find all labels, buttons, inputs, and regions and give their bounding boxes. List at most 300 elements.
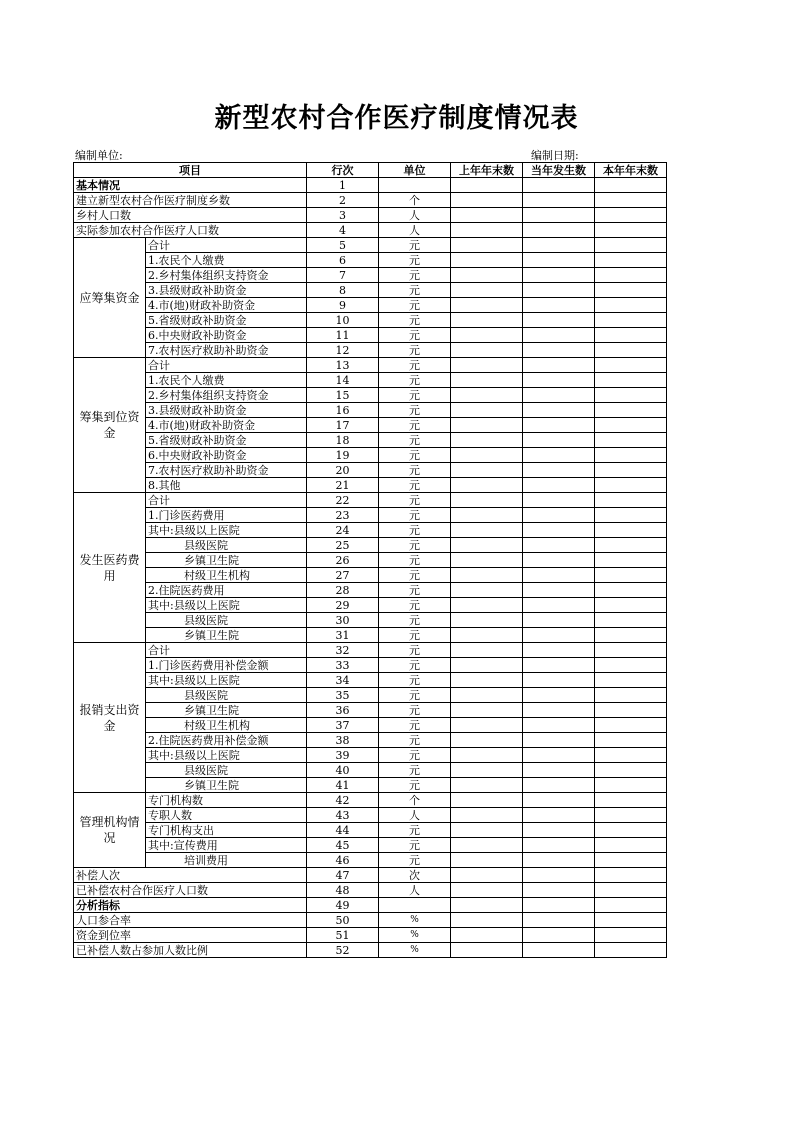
row-number: 10: [307, 313, 379, 328]
row-number: 15: [307, 388, 379, 403]
row-label: 3.县级财政补助资金: [146, 283, 307, 298]
prev-year-end-cell[interactable]: [451, 493, 523, 508]
row-unit: 元: [379, 313, 451, 328]
current-year-cell[interactable]: [523, 793, 595, 808]
current-year-cell[interactable]: [523, 748, 595, 763]
row-label: 已补偿人数占参加人数比例: [74, 943, 307, 958]
this-year-end-cell[interactable]: [595, 883, 667, 898]
this-year-end-cell[interactable]: [595, 523, 667, 538]
this-year-end-cell[interactable]: [595, 433, 667, 448]
this-year-end-cell[interactable]: [595, 808, 667, 823]
this-year-end-cell[interactable]: [595, 343, 667, 358]
prev-year-end-cell[interactable]: [451, 283, 523, 298]
row-unit: 人: [379, 883, 451, 898]
prev-year-end-cell[interactable]: [451, 433, 523, 448]
row-number: 39: [307, 748, 379, 763]
this-year-end-cell[interactable]: [595, 763, 667, 778]
current-year-cell[interactable]: [523, 583, 595, 598]
row-number: 17: [307, 418, 379, 433]
table-row: [74, 493, 667, 508]
header-row-number: 行次: [307, 163, 379, 178]
header-prev-year-end: 上年年末数: [451, 163, 523, 178]
row-number: 14: [307, 373, 379, 388]
current-year-cell[interactable]: [523, 358, 595, 373]
prev-year-end-cell[interactable]: [451, 883, 523, 898]
this-year-end-cell[interactable]: [595, 373, 667, 388]
current-year-cell[interactable]: [523, 763, 595, 778]
current-year-cell[interactable]: [523, 223, 595, 238]
table-row: [74, 208, 667, 223]
prev-year-end-cell[interactable]: [451, 358, 523, 373]
row-number: 25: [307, 538, 379, 553]
current-year-cell[interactable]: [523, 523, 595, 538]
current-year-cell[interactable]: [523, 193, 595, 208]
this-year-end-cell[interactable]: [595, 553, 667, 568]
row-unit: 元: [379, 553, 451, 568]
group-label: 管理机构情况: [74, 793, 146, 868]
current-year-cell[interactable]: [523, 448, 595, 463]
row-number: 38: [307, 733, 379, 748]
current-year-cell[interactable]: [523, 868, 595, 883]
this-year-end-cell[interactable]: [595, 208, 667, 223]
prev-year-end-cell[interactable]: [451, 298, 523, 313]
this-year-end-cell[interactable]: [595, 508, 667, 523]
row-number: 42: [307, 793, 379, 808]
table-row: [74, 763, 667, 778]
prev-year-end-cell[interactable]: [451, 628, 523, 643]
table-row: [74, 268, 667, 283]
current-year-cell[interactable]: [523, 508, 595, 523]
current-year-cell[interactable]: [523, 388, 595, 403]
this-year-end-cell[interactable]: [595, 673, 667, 688]
current-year-cell[interactable]: [523, 658, 595, 673]
row-unit: 元: [379, 448, 451, 463]
prev-year-end-cell[interactable]: [451, 913, 523, 928]
row-unit: 元: [379, 283, 451, 298]
this-year-end-cell[interactable]: [595, 463, 667, 478]
this-year-end-cell[interactable]: [595, 658, 667, 673]
row-unit: 个: [379, 193, 451, 208]
row-number: 36: [307, 703, 379, 718]
this-year-end-cell[interactable]: [595, 943, 667, 958]
table-row: [74, 883, 667, 898]
this-year-end-cell[interactable]: [595, 853, 667, 868]
row-number: 21: [307, 478, 379, 493]
row-number: 28: [307, 583, 379, 598]
prev-year-end-cell[interactable]: [451, 748, 523, 763]
table-row: [74, 478, 667, 493]
prev-year-end-cell[interactable]: [451, 343, 523, 358]
row-unit: 元: [379, 463, 451, 478]
prev-year-end-cell[interactable]: [451, 868, 523, 883]
row-label: 1.农民个人缴费: [146, 373, 307, 388]
row-unit: 元: [379, 478, 451, 493]
this-year-end-cell[interactable]: [595, 688, 667, 703]
row-label: 其中:县级以上医院: [146, 748, 307, 763]
this-year-end-cell[interactable]: [595, 613, 667, 628]
current-year-cell[interactable]: [523, 883, 595, 898]
row-label: 2.住院医药费用: [146, 583, 307, 598]
table-row: [74, 628, 667, 643]
prev-year-end-cell[interactable]: [451, 388, 523, 403]
row-unit: 元: [379, 583, 451, 598]
row-label: 5.省级财政补助资金: [146, 313, 307, 328]
prev-year-end-cell[interactable]: [451, 763, 523, 778]
current-year-cell[interactable]: [523, 553, 595, 568]
this-year-end-cell[interactable]: [595, 448, 667, 463]
prev-year-end-cell[interactable]: [451, 703, 523, 718]
row-unit: 人: [379, 223, 451, 238]
table-row: [74, 808, 667, 823]
table-row: [74, 898, 667, 913]
prev-year-end-cell[interactable]: [451, 208, 523, 223]
table-row: [74, 253, 667, 268]
this-year-end-cell[interactable]: [595, 898, 667, 913]
current-year-cell[interactable]: [523, 613, 595, 628]
prev-year-end-cell[interactable]: [451, 823, 523, 838]
row-unit: 元: [379, 238, 451, 253]
row-label: 1.门诊医药费用: [146, 508, 307, 523]
prev-year-end-cell[interactable]: [451, 658, 523, 673]
row-number: 6: [307, 253, 379, 268]
current-year-cell[interactable]: [523, 283, 595, 298]
current-year-cell[interactable]: [523, 628, 595, 643]
row-number: 13: [307, 358, 379, 373]
this-year-end-cell[interactable]: [595, 268, 667, 283]
table-header-row: [74, 163, 667, 178]
prev-year-end-cell[interactable]: [451, 403, 523, 418]
table-row: [74, 583, 667, 598]
row-label: 乡镇卫生院: [146, 703, 307, 718]
row-unit: 元: [379, 433, 451, 448]
current-year-cell[interactable]: [523, 238, 595, 253]
prev-year-end-cell[interactable]: [451, 928, 523, 943]
row-number: 40: [307, 763, 379, 778]
row-unit: 次: [379, 868, 451, 883]
row-unit: 元: [379, 343, 451, 358]
row-number: 46: [307, 853, 379, 868]
prev-year-end-cell[interactable]: [451, 373, 523, 388]
row-unit: 元: [379, 823, 451, 838]
current-year-cell[interactable]: [523, 463, 595, 478]
this-year-end-cell[interactable]: [595, 298, 667, 313]
row-unit: 元: [379, 643, 451, 658]
this-year-end-cell[interactable]: [595, 493, 667, 508]
row-label: 3.县级财政补助资金: [146, 403, 307, 418]
current-year-cell[interactable]: [523, 343, 595, 358]
prev-year-end-cell[interactable]: [451, 673, 523, 688]
group-label: 发生医药费用: [74, 493, 146, 643]
this-year-end-cell[interactable]: [595, 328, 667, 343]
this-year-end-cell[interactable]: [595, 778, 667, 793]
this-year-end-cell[interactable]: [595, 583, 667, 598]
current-year-cell[interactable]: [523, 838, 595, 853]
row-number: 45: [307, 838, 379, 853]
row-unit: 元: [379, 568, 451, 583]
current-year-cell[interactable]: [523, 373, 595, 388]
row-unit: 元: [379, 493, 451, 508]
current-year-cell[interactable]: [523, 598, 595, 613]
this-year-end-cell[interactable]: [595, 388, 667, 403]
this-year-end-cell[interactable]: [595, 223, 667, 238]
prev-year-end-cell[interactable]: [451, 178, 523, 193]
row-number: 23: [307, 508, 379, 523]
row-number: 11: [307, 328, 379, 343]
this-year-end-cell[interactable]: [595, 313, 667, 328]
current-year-cell[interactable]: [523, 643, 595, 658]
this-year-end-cell[interactable]: [595, 178, 667, 193]
group-label: 应筹集资金: [74, 238, 146, 358]
row-label: 2.乡村集体组织支持资金: [146, 268, 307, 283]
row-number: 18: [307, 433, 379, 448]
row-number: 29: [307, 598, 379, 613]
report-table: [73, 162, 667, 958]
current-year-cell[interactable]: [523, 493, 595, 508]
this-year-end-cell[interactable]: [595, 193, 667, 208]
table-row: [74, 553, 667, 568]
row-unit: 元: [379, 523, 451, 538]
prev-year-end-cell[interactable]: [451, 253, 523, 268]
row-unit: [379, 898, 451, 913]
this-year-end-cell[interactable]: [595, 283, 667, 298]
prev-year-end-cell[interactable]: [451, 598, 523, 613]
current-year-cell[interactable]: [523, 418, 595, 433]
header-this-year-end: 本年年末数: [595, 163, 667, 178]
row-number: 48: [307, 883, 379, 898]
prev-year-end-cell[interactable]: [451, 643, 523, 658]
row-label: 专职人数: [146, 808, 307, 823]
this-year-end-cell[interactable]: [595, 643, 667, 658]
row-unit: 元: [379, 388, 451, 403]
table-row: [74, 703, 667, 718]
row-label: 村级卫生机构: [146, 568, 307, 583]
current-year-cell[interactable]: [523, 823, 595, 838]
table-row: [74, 658, 667, 673]
current-year-cell[interactable]: [523, 673, 595, 688]
prev-year-end-cell[interactable]: [451, 553, 523, 568]
prev-year-end-cell[interactable]: [451, 568, 523, 583]
prev-year-end-cell[interactable]: [451, 583, 523, 598]
table-row: [74, 238, 667, 253]
row-label: 4.市(地)财政补助资金: [146, 298, 307, 313]
table-row: [74, 193, 667, 208]
prev-year-end-cell[interactable]: [451, 448, 523, 463]
table-row: [74, 223, 667, 238]
row-label: 已补偿农村合作医疗人口数: [74, 883, 307, 898]
row-label: 人口参合率: [74, 913, 307, 928]
group-label: 报销支出资金: [74, 643, 146, 793]
prev-year-end-cell[interactable]: [451, 523, 523, 538]
this-year-end-cell[interactable]: [595, 358, 667, 373]
row-number: 5: [307, 238, 379, 253]
current-year-cell[interactable]: [523, 703, 595, 718]
prev-year-end-cell[interactable]: [451, 328, 523, 343]
row-unit: %: [379, 913, 451, 928]
table-row: [74, 643, 667, 658]
current-year-cell[interactable]: [523, 313, 595, 328]
prev-year-end-cell[interactable]: [451, 808, 523, 823]
current-year-cell[interactable]: [523, 898, 595, 913]
current-year-cell[interactable]: [523, 808, 595, 823]
prev-year-end-cell[interactable]: [451, 223, 523, 238]
prev-year-end-cell[interactable]: [451, 238, 523, 253]
current-year-cell[interactable]: [523, 478, 595, 493]
row-number: 50: [307, 913, 379, 928]
prev-year-end-cell[interactable]: [451, 793, 523, 808]
row-label: 分析指标: [74, 898, 307, 913]
row-unit: 元: [379, 763, 451, 778]
table-row: [74, 343, 667, 358]
prev-year-end-cell[interactable]: [451, 268, 523, 283]
current-year-cell[interactable]: [523, 733, 595, 748]
row-number: 24: [307, 523, 379, 538]
row-label: 合计: [146, 358, 307, 373]
row-label: 县级医院: [146, 538, 307, 553]
this-year-end-cell[interactable]: [595, 418, 667, 433]
table-row: [74, 433, 667, 448]
row-number: 1: [307, 178, 379, 193]
row-unit: 元: [379, 403, 451, 418]
row-number: 32: [307, 643, 379, 658]
current-year-cell[interactable]: [523, 253, 595, 268]
this-year-end-cell[interactable]: [595, 718, 667, 733]
header-item: 项目: [74, 163, 307, 178]
row-unit: 元: [379, 673, 451, 688]
this-year-end-cell[interactable]: [595, 868, 667, 883]
row-label: 其中:县级以上医院: [146, 598, 307, 613]
this-year-end-cell[interactable]: [595, 733, 667, 748]
this-year-end-cell[interactable]: [595, 403, 667, 418]
table-row: [74, 358, 667, 373]
current-year-cell[interactable]: [523, 268, 595, 283]
prev-year-end-cell[interactable]: [451, 313, 523, 328]
row-number: 9: [307, 298, 379, 313]
current-year-cell[interactable]: [523, 328, 595, 343]
this-year-end-cell[interactable]: [595, 238, 667, 253]
row-unit: 元: [379, 298, 451, 313]
current-year-cell[interactable]: [523, 538, 595, 553]
current-year-cell[interactable]: [523, 778, 595, 793]
prev-year-end-cell[interactable]: [451, 838, 523, 853]
row-label: 乡镇卫生院: [146, 778, 307, 793]
this-year-end-cell[interactable]: [595, 598, 667, 613]
row-unit: %: [379, 943, 451, 958]
table-row: [74, 913, 667, 928]
this-year-end-cell[interactable]: [595, 568, 667, 583]
table-row: [74, 448, 667, 463]
row-unit: 元: [379, 328, 451, 343]
row-label: 乡镇卫生院: [146, 553, 307, 568]
prev-year-end-cell[interactable]: [451, 898, 523, 913]
row-unit: 元: [379, 733, 451, 748]
row-number: 30: [307, 613, 379, 628]
current-year-cell[interactable]: [523, 718, 595, 733]
current-year-cell[interactable]: [523, 403, 595, 418]
row-number: 19: [307, 448, 379, 463]
this-year-end-cell[interactable]: [595, 253, 667, 268]
row-label: 其中:宣传费用: [146, 838, 307, 853]
this-year-end-cell[interactable]: [595, 628, 667, 643]
prev-year-end-cell[interactable]: [451, 733, 523, 748]
table-row: [74, 283, 667, 298]
table-row: [74, 418, 667, 433]
current-year-cell[interactable]: [523, 178, 595, 193]
current-year-cell[interactable]: [523, 688, 595, 703]
row-label: 合计: [146, 643, 307, 658]
row-unit: 元: [379, 358, 451, 373]
row-unit: 人: [379, 208, 451, 223]
this-year-end-cell[interactable]: [595, 823, 667, 838]
prev-year-end-cell[interactable]: [451, 943, 523, 958]
prev-year-end-cell[interactable]: [451, 418, 523, 433]
table-row: [74, 613, 667, 628]
this-year-end-cell[interactable]: [595, 703, 667, 718]
current-year-cell[interactable]: [523, 913, 595, 928]
prev-year-end-cell[interactable]: [451, 463, 523, 478]
this-year-end-cell[interactable]: [595, 538, 667, 553]
table-row: [74, 373, 667, 388]
row-number: 12: [307, 343, 379, 358]
row-number: 49: [307, 898, 379, 913]
row-unit: 元: [379, 418, 451, 433]
row-number: 22: [307, 493, 379, 508]
row-unit: 元: [379, 778, 451, 793]
row-label: 7.农村医疗救助补助资金: [146, 463, 307, 478]
row-unit: 元: [379, 253, 451, 268]
this-year-end-cell[interactable]: [595, 838, 667, 853]
compiling-date-label: 编制日期:: [531, 149, 579, 162]
prev-year-end-cell[interactable]: [451, 853, 523, 868]
row-number: 3: [307, 208, 379, 223]
row-number: 4: [307, 223, 379, 238]
current-year-cell[interactable]: [523, 943, 595, 958]
current-year-cell[interactable]: [523, 568, 595, 583]
current-year-cell[interactable]: [523, 298, 595, 313]
row-label: 乡镇卫生院: [146, 628, 307, 643]
this-year-end-cell[interactable]: [595, 748, 667, 763]
row-label: 专门机构数: [146, 793, 307, 808]
row-label: 基本情况: [74, 178, 307, 193]
row-number: 7: [307, 268, 379, 283]
row-unit: 元: [379, 853, 451, 868]
table-row: [74, 538, 667, 553]
prev-year-end-cell[interactable]: [451, 478, 523, 493]
current-year-cell[interactable]: [523, 433, 595, 448]
prev-year-end-cell[interactable]: [451, 193, 523, 208]
current-year-cell[interactable]: [523, 928, 595, 943]
row-label: 乡村人口数: [74, 208, 307, 223]
prev-year-end-cell[interactable]: [451, 613, 523, 628]
this-year-end-cell[interactable]: [595, 928, 667, 943]
this-year-end-cell[interactable]: [595, 793, 667, 808]
row-label: 其中:县级以上医院: [146, 523, 307, 538]
this-year-end-cell[interactable]: [595, 478, 667, 493]
prev-year-end-cell[interactable]: [451, 778, 523, 793]
this-year-end-cell[interactable]: [595, 913, 667, 928]
prev-year-end-cell[interactable]: [451, 508, 523, 523]
prev-year-end-cell[interactable]: [451, 538, 523, 553]
prev-year-end-cell[interactable]: [451, 718, 523, 733]
prev-year-end-cell[interactable]: [451, 688, 523, 703]
current-year-cell[interactable]: [523, 208, 595, 223]
current-year-cell[interactable]: [523, 853, 595, 868]
table-row: [74, 298, 667, 313]
table-row: [74, 388, 667, 403]
row-number: 37: [307, 718, 379, 733]
row-unit: 元: [379, 718, 451, 733]
table-row: [74, 838, 667, 853]
row-unit: %: [379, 928, 451, 943]
